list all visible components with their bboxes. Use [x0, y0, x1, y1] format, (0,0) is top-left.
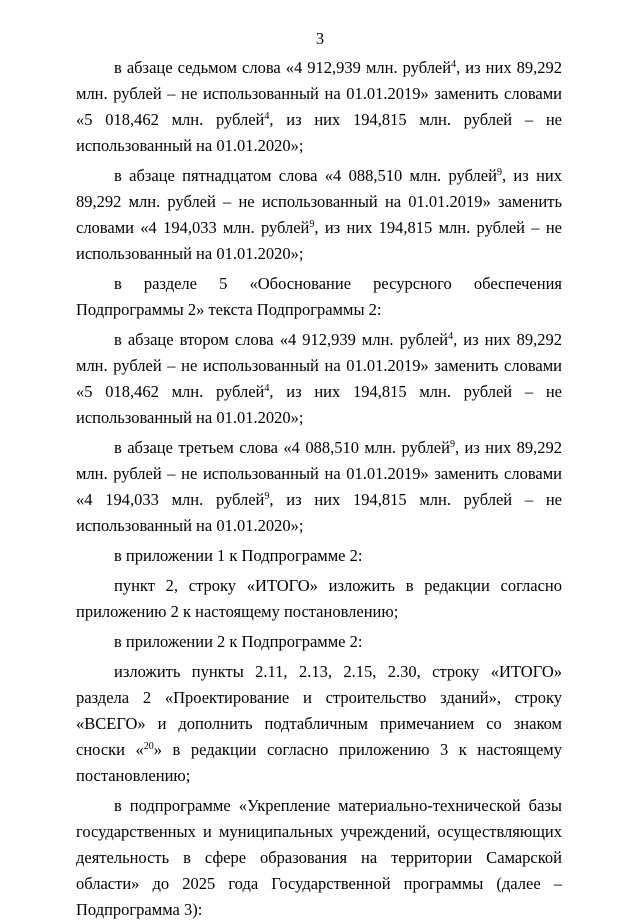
footnote-marker: 9 — [449, 439, 455, 450]
paragraph-5: в абзаце третьем слова «4 088,510 млн. рублей$^9$, из них 89,292 млн. рублей – не использованный на 01.01.2019» заменить словами «4 194,033 млн. рублей$^9$, из них 194,815 млн. рублей – не использованный на 01.01.2020»; — [76, 438, 562, 535]
page-number: 3 — [315, 29, 325, 48]
footnote-marker: 9 — [496, 167, 502, 178]
paragraph-8: в приложении 2 к Подпрограмме 2: — [114, 632, 363, 651]
paragraph-10: в подпрограмме «Укрепление материально-технической базы государственных и муниципальных учреждений, осуществляющих деятельность в сфере образования на территории Самарской области» до 2025 года Государственной программы (далее – Подпрограмма 3): — [76, 796, 562, 919]
paragraph-9: изложить пункты 2.11, 2.13, 2.15, 2.30, строку «ИТОГО» раздела 2 «Проектирование и строительство зданий», строку «ВСЕГО» и дополнить подтабличным примечанием со знаком сноски «$^{20}$» в редакции согласно приложению 3 к настоящему постановлению; — [76, 662, 563, 785]
document-body — [76, 55, 562, 923]
paragraph-7: пункт 2, строку «ИТОГО» изложить в редакции согласно приложению 2 к настоящему постановлению; — [76, 576, 562, 621]
footnote-marker: 4 — [264, 383, 270, 394]
paragraph-2: в абзаце пятнадцатом слова «4 088,510 млн. рублей$^9$, из них 89,292 млн. рублей – не использованный на 01.01.2019» заменить словами «4 194,033 млн. рублей$^9$, из них 194,815 млн. рублей – не использованный на 01.01.2020»; — [76, 166, 562, 263]
footnote-marker: 4 — [264, 111, 270, 122]
paragraph-4: в абзаце втором слова «4 912,939 млн. рублей$^4$, из них 89,292 млн. рублей – не использованный на 01.01.2019» заменить словами «5 018,462 млн. рублей$^4$, из них 194,815 млн. рублей – не использованный на 01.01.2020»; — [76, 330, 562, 427]
paragraph-6: в приложении 1 к Подпрограмме 2: — [114, 546, 363, 565]
footnote-marker: 20 — [143, 741, 154, 752]
paragraph-3: в разделе 5 «Обоснование ресурсного обеспечения Подпрограммы 2» текста Подпрограммы 2: — [76, 274, 562, 319]
footnote-marker: 9 — [309, 219, 315, 230]
footnote-marker: 4 — [451, 59, 457, 70]
footnote-marker: 4 — [448, 331, 454, 342]
paragraph-1: в абзаце седьмом слова «4 912,939 млн. рублей$^4$, из них 89,292 млн. рублей – не использованный на 01.01.2019» заменить словами «5 018,462 млн. рублей$^4$, из них 194,815 млн. рублей – не использованный на 01.01.2020»; — [76, 58, 562, 155]
footnote-marker: 9 — [264, 491, 270, 502]
